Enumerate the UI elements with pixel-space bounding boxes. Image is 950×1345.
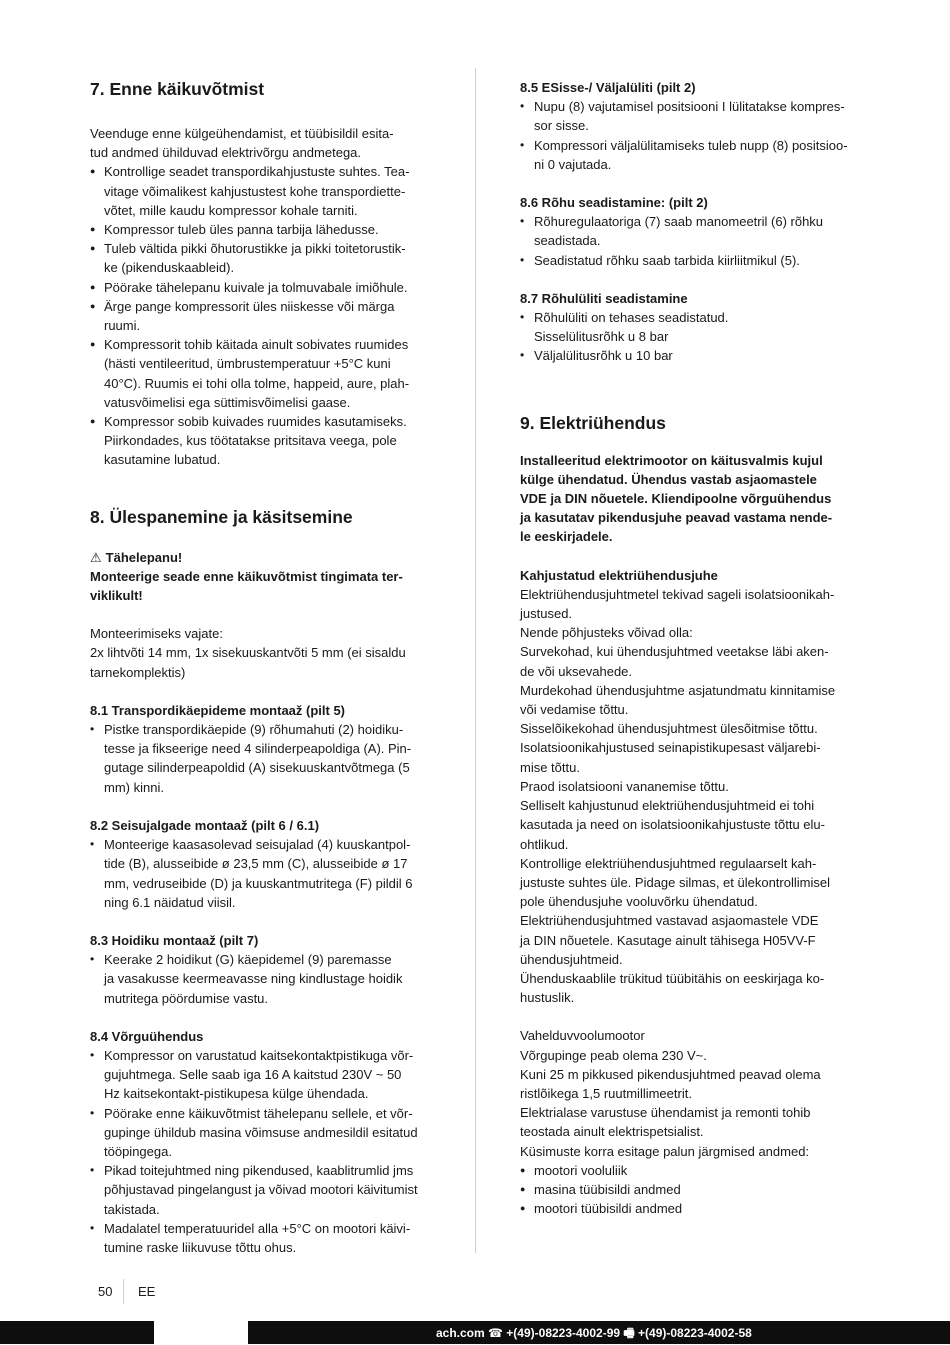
list-item: ● mootori vooluliik [520, 1161, 860, 1180]
warning-label: Tähelepanu! [105, 549, 183, 565]
list-item: ● Tuleb vältida pikki õhutorustikke ja pikki toitetorustik- ke (pikenduskaableid). [90, 239, 431, 277]
list-item: ● mootori tüübisildi andmed [520, 1199, 860, 1218]
section-8-6-title: 8.6 Rõhu seadistamine: (pilt 2) [520, 195, 708, 211]
list-item: • Monteerige kaasasolevad seisujalad (4) kuuskantpol- tide (B), alusseibide ø 23,5 mm (C), alusseibide ø 17 mm, vedruseibide (D) ja kuuskantmutritega (F) pildil 6 ning 6.1 näidatud viisil. [90, 835, 431, 912]
list-item: ● Kompressorit tohib käitada ainult sobivates ruumides (hästi ventileeritud, ümbrustemperatuur +5°C kuni 40°C). Ruumis ei tohi olla tolme, happeid, aure, plah- vatusvõimelisi ega süttimisvõimelisi gaase. [90, 335, 431, 412]
section-9-intro: Installeeritud elektrimootor on käitusvalmis kujul külge ühendatud. Ühendus vastab asjaomastele VDE ja DIN nõuetele. Kliendipoolne võrguühendus ja kasutatav pikendusjuhe peavad vastama nende- le eeskirjadele. [520, 452, 833, 545]
contact-bar-gap [154, 1321, 248, 1344]
section-8-1-title: 8.1 Transpordikäepideme montaaž (pilt 5) [90, 702, 346, 718]
list-item: • Pöörake enne käikuvõtmist tähelepanu sellele, et võr- gupinge ühildub masina võimsuse andmesildil esitatud tööpingega. [90, 1104, 431, 1162]
contact-bar-text: ach.com ☎ +(49)-08223-4002-99 🖷 +(49)-08223-4002-58 [436, 1326, 752, 1340]
section-8-3-list [90, 950, 431, 1008]
mounting-requirements: Monteerimiseks vajate: 2x lihtvõti 14 mm, 1x sisekuuskantvõti 5 mm (ei sisaldu tarnekomplektis) [90, 626, 406, 680]
list-item: • Nupu (8) vajutamisel positsiooni I lülitatakse kompres- sor sisse. [520, 97, 860, 135]
ac-motor-list [520, 1161, 860, 1219]
ac-motor-text: Vahelduvvoolumootor Võrgupinge peab olema 230 V~. Kuni 25 m pikkused pikendusjuhtmed peavad olema ristlõikega 1,5 ruutmillimeetrit. Elektrialase varustuse ühendamist ja remonti tohib teostada ainult elektrispetsialist. Küsimuste korra esitage palun järgmised andmed: [520, 1028, 821, 1159]
list-item: • Keerake 2 hoidikut (G) käepidemel (9) paremasse ja vasakusse keermeavasse ning kindlustage hoidik mutritega pöördumise vastu. [90, 950, 431, 1008]
list-item: • Kompressori väljalülitamiseks tuleb nupp (8) positsioo- ni 0 vajutada. [520, 136, 860, 174]
column-divider [475, 68, 476, 1253]
list-item: • Pikad toitejuhtmed ning pikendused, kaablitrumlid jms põhjustavad pingelangust ja võivad mootori käivitumist takistada. [90, 1161, 431, 1219]
list-item: • Madalatel temperatuuridel alla +5°C on mootori käivi- tumine raske liikuvuse tõttu ohus. [90, 1219, 431, 1257]
section-8-1-list [90, 720, 431, 797]
damaged-cable-text: Elektriühendusjuhtmetel tekivad sageli isolatsioonikah- justused. Nende põhjusteks võivad olla: Survekohad, kui ühendusjuhtmed veetakse läbi aken- de või uksevahede. Murdekohad ühendusjuhtme asjatundmatu kinnitamise või vedamise tõttu. Sisselõikekohad ühendusjuhtmest ülesõitmise tõttu. Isolatsioonikahjustused seinapistikupesast väljarebi- mise tõttu. Praod isolatsiooni vananemise tõttu. Selliselt kahjustunud elektriühendusjuhtmeid ei tohi kasutada ja need on isolatsioonikahjustuste tõttu elu- ohtlikud. Kontrollige elektriühendusjuhtmed regulaarselt kah- justuste suhtes üle. Pidage silmas, et ülekontrollimisel pole ühendusjuhe vooluvõrku ühendatud. Elektriühendusjuhtmed vastavad asjaomastele VDE ja DIN nõuetele. Kasutage ainult tähisega H05VV-F ühendusjuhtmeid. Ühenduskaablile trükitud tüübitähis on eeskirjaga ko- hustuslik. [520, 586, 836, 1006]
left-column [90, 78, 431, 1257]
section-7-title: 7. Enne käikuvõtmist [90, 79, 265, 99]
section-8-5-list [520, 97, 860, 174]
section-8-6-list [520, 212, 860, 270]
list-item: ● Kompressor tuleb üles panna tarbija lähedusse. [90, 220, 431, 239]
section-8-title: 8. Ülespanemine ja käsitsemine [90, 506, 353, 527]
footer-separator [123, 1279, 124, 1304]
section-8-3-title: 8.3 Hoidiku montaaž (pilt 7) [90, 932, 259, 948]
right-column [520, 78, 860, 1218]
list-item: ● Pöörake tähelepanu kuivale ja tolmuvabale imiõhule. [90, 278, 431, 297]
section-8-2-title: 8.2 Seisujalgade montaaž (pilt 6 / 6.1) [90, 817, 320, 833]
list-item: • Pistke transpordikäepide (9) rõhumahuti (2) hoidiku- tesse ja fikseerige need 4 silinderpeapoldiga (A). Pin- gutage silinderpeapoldid (A) sisekuuskantvõtmega (5 mm) kinni. [90, 720, 431, 797]
section-8-7-title: 8.7 Rõhulüliti seadistamine [520, 290, 688, 306]
section-7-intro: Veenduge enne külgeühendamist, et tüübisildil esita- tud andmed ühilduvad elektrivõrgu andmetega. [90, 126, 394, 161]
list-item: • Rõhulüliti on tehases seadistatud. Sisselülitusrõhk u 8 bar [520, 308, 860, 346]
list-item: ● Kontrollige seadet transpordikahjustuste suhtes. Tea- vitage võimalikest kahjustustest kohe transpordiette- võtet, mille kaudu kompressor kohale tarniti. [90, 162, 431, 220]
contact-bar [0, 1321, 950, 1344]
section-8-7-list [520, 308, 860, 366]
page-number: 50 [98, 1284, 113, 1299]
list-item: • Väljalülitusrõhk u 10 bar [520, 346, 860, 365]
list-item: ● Kompressor sobib kuivades ruumides kasutamiseks. Piirkondades, kus töötatakse pritsitava veega, pole kasutamine lubatud. [90, 412, 431, 470]
section-8-2-list [90, 835, 431, 912]
damaged-cable-title: Kahjustatud elektriühendusjuhe [520, 567, 718, 583]
section-8-4-list [90, 1046, 431, 1257]
list-item: • Rõhuregulaatoriga (7) saab manomeetril (6) rõhku seadistada. [520, 212, 860, 250]
warning-triangle-icon: ⚠ [90, 549, 102, 565]
section-9-title: 9. Elektriühendus [520, 412, 666, 433]
language-code: EE [138, 1284, 156, 1299]
section-8-4-title: 8.4 Võrguühendus [90, 1028, 204, 1044]
warning-text: Monteerige seade enne käikuvõtmist tingimata ter- viklikult! [90, 568, 403, 604]
list-item: • Seadistatud rõhku saab tarbida kiirliitmikul (5). [520, 251, 860, 270]
section-8-5-title: 8.5 ESisse-/ Väljalüliti (pilt 2) [520, 80, 696, 95]
list-item: • Kompressor on varustatud kaitsekontaktpistikuga võr- gujuhtmega. Selle saab iga 16 A kaitstud 230V ~ 50 Hz kaitsekontakt-pistikupesa külge ühendada. [90, 1046, 431, 1104]
warning-heading [90, 548, 431, 567]
list-item: ● Ärge pange kompressorit üles niiskesse või märga ruumi. [90, 297, 431, 335]
list-item: ● masina tüübisildi andmed [520, 1180, 860, 1199]
section-7-list [90, 162, 431, 469]
